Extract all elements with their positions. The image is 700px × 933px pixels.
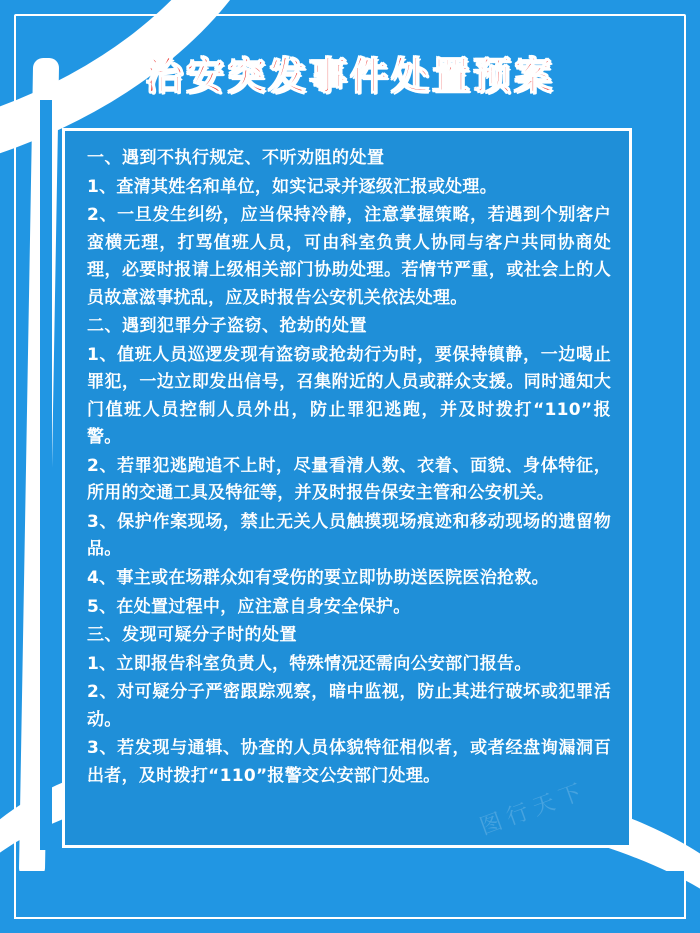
section-3-item-1: 1、立即报告科室负责人，特殊情况还需向公安部门报告。: [87, 653, 532, 674]
section-2-item-1: 1、值班人员巡逻发现有盗窃或抢劫行为时，要保持镇静，一边喝止罪犯，一边立即发出信号，召集附近的人员或群众支援。同时通知大门值班人员控制人员外出，防止罪犯逃跑，并及时拨打“110”报警。: [87, 344, 611, 448]
section-3-item-3: 3、若发现与通辑、协查的人员体貌特征相似者，或者经盘询漏洞百出者，及时拨打“110”报警交公安部门处理。: [87, 738, 611, 786]
section-2-item-3: 3、保护作案现场，禁止无关人员触摸现场痕迹和移动现场的遗留物品。: [87, 511, 611, 560]
section-1-item-1: 1、查清其姓名和单位，如实记录并逐级汇报或处理。: [87, 176, 498, 197]
decoration-left-band: [19, 58, 59, 878]
page-title: 治安突发事件处置预案: [144, 54, 555, 98]
section-heading-1: 一、遇到不执行规定、不听劝阻的处置: [87, 148, 385, 168]
section-heading-2: 二、遇到犯罪分子盗窃、抢劫的处置: [87, 316, 367, 337]
section-1-item-2: 2、一旦发生纠纷，应当保持冷静，注意掌握策略，若遇到个别客户蛮横无理，打骂值班人员，可由科室负责人协同与客户共同协商处理，必要时报请上级相关部门协助处理。若情节严重，或社会上的人员故意滋事扰乱，应及时报告公安机关依法处理。: [87, 205, 611, 308]
decoration-left-band-inner: [40, 100, 52, 850]
content-body: [87, 145, 611, 790]
section-2-item-2: 2、若罪犯逃跑追不上时，尽量看清人数、衣着、面貌、身体特征，所用的交通工具及特征等，并及时报告保安主管和公安机关。: [87, 455, 611, 504]
content-panel: [62, 128, 632, 848]
section-3-item-2: 2、对可疑分子严密跟踪观察，暗中监视，防止其进行破坏或犯罪活动。: [87, 682, 611, 730]
decoration-bottom-bar: [14, 871, 686, 919]
section-2-item-4: 4、事主或在场群众如有受伤的要立即协助送医院医治抢救。: [87, 567, 549, 588]
watermark-text: 图行天下: [476, 778, 591, 841]
section-2-item-5: 5、在处置过程中，应注意自身安全保护。: [87, 596, 411, 617]
section-heading-3: 三、发现可疑分子时的处置: [87, 625, 297, 646]
